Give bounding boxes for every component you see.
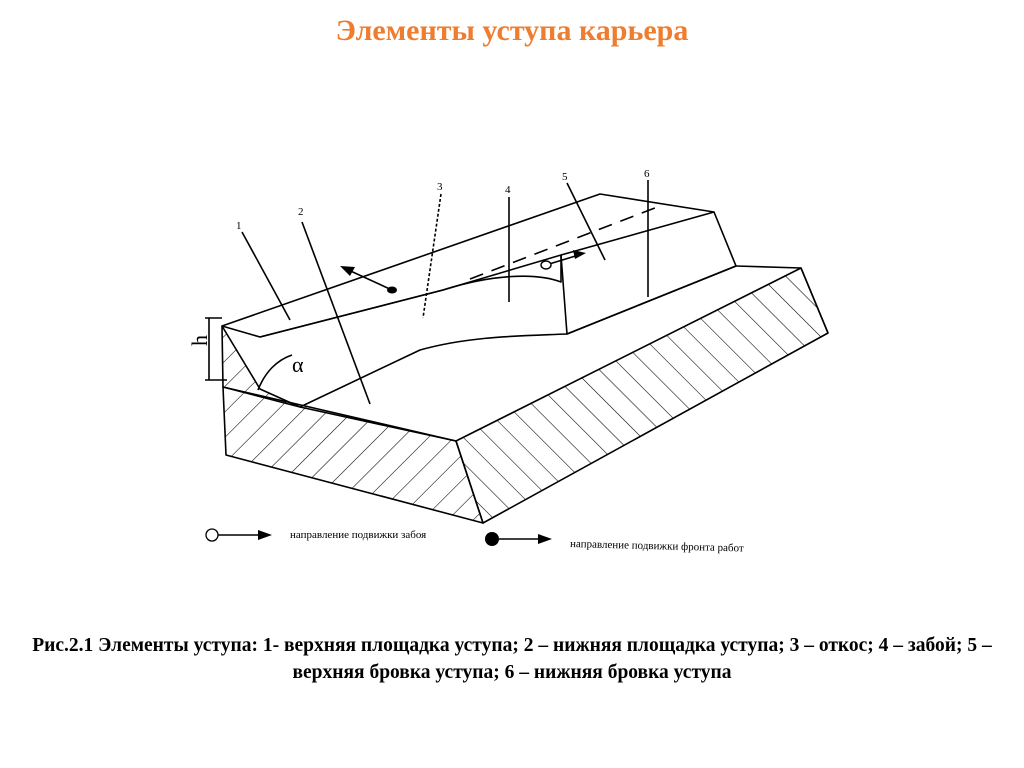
face-arrow-head-icon — [573, 250, 586, 259]
face-bottom-curve — [300, 334, 567, 407]
upper-edge-dashed-line — [470, 206, 660, 279]
legend-face-circle-icon — [206, 529, 218, 541]
front-marker-dot-icon — [387, 287, 397, 294]
leader-line-2 — [302, 222, 370, 404]
slope-angle-arc — [258, 355, 292, 390]
front-section-left — [223, 387, 483, 523]
legend-face-arrow-icon — [258, 530, 272, 540]
label-bottom-platform: 2 — [298, 206, 304, 218]
leader-line-3 — [423, 194, 441, 318]
label-slope: 3 — [437, 181, 443, 193]
leader-line-1 — [242, 232, 290, 320]
slide-title: Элементы уступа карьера — [335, 14, 689, 47]
front-section-right — [456, 268, 828, 523]
legend-face-advance-label: направление подвижки забоя — [290, 529, 427, 541]
legend-front-arrow-icon — [538, 534, 552, 544]
slope-face-outline — [260, 255, 561, 337]
figure-caption: Рис.2.1 Элементы уступа: 1- верхняя площадка уступа; 2 – нижняя площадка уступа; 3 – откос; 4 – забой; 5 – верхняя бровка уступа; 6 – нижняя бровка уступа — [32, 635, 992, 683]
face-marker-circle-icon — [541, 261, 551, 269]
legend-front-advance-label: направление подвижки фронта работ — [569, 538, 744, 555]
legend-front-dot-icon — [485, 532, 499, 546]
label-upper-edge: 5 — [562, 171, 568, 183]
label-face: 4 — [505, 184, 511, 196]
label-lower-edge: 6 — [644, 168, 650, 180]
label-angle: α — [292, 352, 304, 377]
front-arrow-head-icon — [340, 266, 355, 276]
label-height: h — [187, 335, 212, 346]
label-top-platform: 1 — [236, 220, 242, 232]
top-platform — [222, 194, 714, 337]
